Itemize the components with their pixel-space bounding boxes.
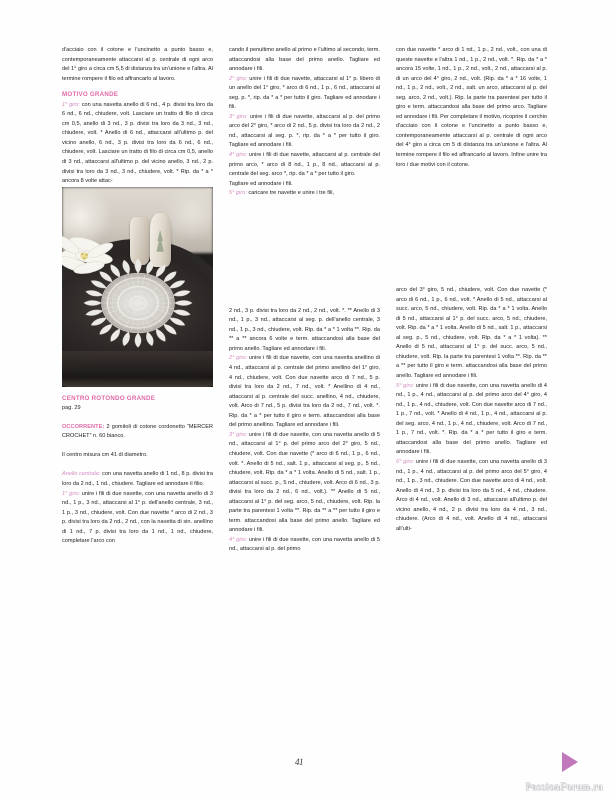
photo-caption-title: CENTRO ROTONDO GRANDE (62, 394, 156, 402)
crochet-doily (79, 253, 197, 353)
giro-text-4b: unire i fili di due navette, con una navetta anello di 5 nd., attaccarsi al p. del primo (229, 536, 380, 553)
giro-text-3b: unire i fili di due navette, con una navetta anello di 5 nd., attaccarsi al 1° p. del primo arco del 2° giro, 5 nd., chiudere, volt. Con due navette (* arco di 6 nd., 1 p., 6 nd., volt. *. Anello di 5 nd., salt. 1 p., attaccarsi al seg. p., 5 nd., chiudere, volt. Rip. da * a * 1 volta. Anello di 5 nd., salt. 1 p., attaccarsi al succ. p., 5 nd., chiudere, volt. Arco di 6 nd., 3 p. divisi tra loro da 2 nd., 6 nd., volt.). ** Anello di 5 nd., attaccarsi al 1° p. del seg. arco, 5 nd., chiudere, volt. Rip. la parte tra parentesi 1 volta **. Rip. da ** a ** per tutto il giro e term. attaccandosi alla base del primo anello. Tagliare ed annodare i fili. (229, 431, 380, 534)
middle-paragraph-1: cando il penultimo anello al primo e l'ultimo al secondo, term. attaccandosi alla base del primo anello. Tagliare ed annodare i fili. (229, 47, 380, 73)
middle-giro4-tail: Tagliare ed annodare i fili. (229, 180, 293, 187)
giro-label-2b: 2° giro: (229, 355, 248, 362)
giro-label-5: 5° giro: (229, 190, 247, 197)
giro-text-1b: unire i fili di due navette, con una navetta anello di 3 nd., 1 p., 3 nd., attaccarsi al 1° p. dell'anello centrale, 3 nd., 1 p., 3 nd., chiudere, volt. Con due navette * arco di 2 nd., 3 p. divisi tra loro da 2 nd., 2 nd., con la navetta di sin. anellino di 1 nd., 7 p. divisi tra loro da 1 nd., 1 nd., chiudere, completare l'arco con (62, 490, 213, 545)
giro-text-2: unire i fili di due navette, attaccarsi al 1° p. libero di un anello del 1° giro, * arco di 6 nd., 1 p., 6 nd., attaccarsi al seg. p. *, rip. da * a * per tutto il giro. Tagliare ed annodare i fili. (229, 75, 380, 111)
giro-text-6r: unire i fili di due navette, con una navetta anello di 3 nd., 1 p., 4 nd., attaccarsi al p. del primo arco del 5° giro, 4 nd., 1 p., 3 nd., chiudere. Con due navette arco di 4 nd., volt. Anello di 4 nd., 3 p. divisi tra loro da 5 nd., 4 nd., chiudere. Arco di 4 nd., volt. Anello di 3 nd., attaccarsi all'ultimo p. del vicino anello, 4 nd., 2 p. divisi tra loro da 4 nd., 3 nd., chiudere. (Arco di 4 nd., volt. Anello di 4 nd., attaccarsi all'ulti- (396, 458, 547, 532)
middle-giro4b-paragraph (229, 536, 380, 555)
page-number: 41 (295, 757, 303, 767)
giro-label-4: 4° giro: (229, 152, 248, 159)
middle-giro5-paragraph (229, 189, 380, 199)
anello-centrale-paragraph (62, 470, 213, 489)
giro-label-1b: 1° giro: (62, 490, 81, 497)
column-right (396, 46, 547, 736)
left-intro-paragraph: d'acciaio con il cotone e l'uncinetto a punto basso e, contemporaneamente attaccarsi al p. centrale di ogni arco del 1° giro a circa cm 5,5 di distanza tra un'unione e l'altra. Al termine rompere il filo ed affrancarlo al lavoro. (62, 47, 213, 82)
giro-text-1: con una navetta anello di 6 nd., 4 p. divisi tra loro da 6 nd., 6 nd., chiudere, volt. Lasciare un tratto di filo di circa cm 0,5, anello di 3 nd., 3 p. divisi tra loro da 3 nd., 3 nd., chiudere, volt. * Anello di 6 nd., attaccarsi all'ultimo p. del vicino anello, 6 nd., 3 p. divisi tra loro da 6 nd., 6 nd., chiudere, volt. Lasciare un tratto di filo di circa cm 0,5, anello di 3 nd., attaccarsi all'ultimo p. del vicino anello, 3 nd., 2 p. divisi tra loro da 3 nd., 3 nd., chiudere, volt. * Rip. da * a * ancora 8 volte attac- (62, 101, 214, 185)
right-paragraph-2: arco del 3° giro, 5 nd., chiudere, volt. Con due navette (* arco di 6 nd., 1 p., 6 nd., volt. * Anello di 5 nd., attaccarsi al succ. arco, 5 nd., chiudere, volt. Rip. da * a * 1 volta. Anello di 5 nd., attaccarsi al 1° p. del succ. arco, 5 nd., chiudere, volt. Rip. da * a * 1 volta. Anello di 5 nd., salt. 1 p., attaccarsi al seg. p., 5 nd., chiudere, volt. Rip. da * a * 1 volta). ** Anello di 5 nd., attaccarsi al 1° p. del succ. arco, 5 nd., chiudere, volt. Rip. la parte tra parentesi 1 volta **. Rip. da ** a ** per tutto il giro e term. attaccandosi alla base del primo anello. Tagliare ed annodare i fili. (396, 287, 547, 380)
left-giro1-paragraph (62, 101, 213, 187)
occorrente-text: 2 gomitoli di cotone cordonetto “MERCER CROCHET” n. 60 bianco. (62, 423, 213, 440)
giro-text-3: unire i fili di due navette, attaccarsi al p. del primo arco del 2° giro, * arco di 2 nd., 5 p. divisi tra loro da 2 nd., 2 nd., attaccarsi al seg. p. *, rip. da * a * per tutto il giro. Tagliare ed annodare i fili. (229, 113, 381, 149)
column-left (62, 46, 213, 736)
section-heading-motivo-grande: MOTIVO GRANDE (62, 90, 119, 98)
caption-spacer (62, 413, 213, 423)
middle-paragraph-2: 2 nd., 3 p. divisi tra loro da 2 nd., 2 nd., volt. *. ** Anello di 3 nd., 1 p., 3 nd., attaccarsi al seg. p. dell'anello centrale, 3 nd., 1 p., 3 nd., chiudere, volt. Rip. da * a * 1 volta **. Rip. da ** a ** ancora 6 volte e term. attaccandosi alla base del primo anello. Tagliare ed annodare i fili. (229, 307, 380, 352)
giro-text-5: caricare tre navette e unire i tre fili, (246, 190, 335, 197)
occorrente-spacer (62, 442, 213, 452)
pattern-photo (62, 187, 213, 387)
table-edge (62, 351, 213, 387)
giro-label-6r: 6° giro: (396, 458, 415, 465)
giro-label-5r: 5° giro: (396, 382, 415, 389)
middle-giro3-paragraph (229, 113, 380, 151)
site-watermark: PassionForum.ru (525, 782, 603, 793)
anello-centrale-label: Anello centrale: (62, 471, 101, 478)
misura-paragraph: Il centro misura cm 41 di diametro. (62, 452, 148, 459)
occorrente-paragraph (62, 423, 213, 442)
middle-giro2-paragraph (229, 75, 380, 113)
photo-canvas (62, 187, 213, 387)
giro-text-5r: unire i fili di due navette, con una navetta anello di 4 nd., 1 p., 4 nd., attaccarsi al p. del primo arco del 4° giro, 4 nd., 1 p., 4 nd., chiudere, volt. Con due navette arco di 7 nd., 1 p., 7 nd., volt. * Anello di 4 nd., 1 p., 4 nd., attaccarsi al p. del seg. arco, 4 nd., 1 p., 4 nd., chiudere, volt. Arco di 7 nd., 1 p., 7 nd., volt. *. Rip. da * a * per tutto il giro e term. attaccandosi alla base del primo anello. Tagliare ed annodare i fili. (396, 382, 547, 456)
middle-photo-gutter (229, 199, 380, 307)
anello-centrale-text: con una navetta anello di 1 nd., 8 p. divisi tra loro da 2 nd., 1 nd., chiudere. Tagliare ed annodare il filio. (62, 471, 213, 487)
three-column-layout (62, 46, 549, 736)
photo-caption-page: pag. 29 (62, 404, 81, 411)
middle-giro2b-paragraph (229, 354, 380, 430)
giro-label-3: 3° giro: (229, 113, 248, 120)
misura-spacer (62, 461, 213, 471)
giro-label-1: 1° giro: (62, 101, 80, 108)
giro-text-2b: unire i fili di due navette, con una navetta anellino di 4 nd., attaccarsi al p. centrale del primo anellino del 1° giro, 4 nd., chiudere, volt. Con due navette arco di 7 nd., 5 p. divisi tra loro da 2 nd., 7 nd., volt. * Anellino di 4 nd., attaccarsi al p. centrale del succ. anellino, 4 nd., chiudere, volt. Arco di 7 nd., 5 p. divisi tra loro da 2 nd., 7 nd., volt. *. Rip. da * a * per tutto il giro e term. attaccandosi alla base del primo anellino. Tagliare ed annodare i fili. (229, 355, 380, 429)
giro-text-4: unire i fili di due navette, attaccarsi al p. centrale del primo arco, * arco di 8 nd., 1 p., 8 nd., attaccarsi al p. centrale del seg. arco *, rip. da * a * per tutto il giro. (229, 152, 380, 178)
giro-label-2: 2° giro: (229, 75, 248, 82)
middle-giro4-paragraph (229, 151, 380, 180)
right-top-gutter (396, 170, 547, 286)
play-arrow-icon (562, 752, 578, 772)
right-giro6-paragraph (396, 458, 547, 534)
middle-giro3b-paragraph (229, 431, 380, 536)
giro-label-4b: 4° giro: (229, 536, 248, 543)
right-giro5-paragraph (396, 382, 547, 458)
right-paragraph-1: con due navette * arco di 1 nd., 1 p., 2 nd., volt., con una di queste navette e l'altra 1 nd., 1 p., 2 nd., volt. *. Rip. da * a * ancora 15 volte, 1 nd., 1 p., 2 nd., volt., 2 nd., attaccarsi al p. di un arco del 4° giro, 2 nd., volt. (Rip. da * a * 16 volte, 1 nd., 1 p., 2 nd., volt., 2 nd., salt. un arco, attaccarsi al p. del seg. arco, 2 nd., volt.). Rip. la parte tra parentesi per tutto il giro e term. attaccandosi alla base del primo arco. Tagliare ed annodare i fili. Per completare il motivo, ricoprire il cerchio d'acciaio con il cotone e l'uncinetto a punto basso e, contemporaneamente attaccarsi al p. centrale di ogni arco del 4° giro a circa cm 5 di distanza tra un'unione e l'altra. Al termine rompere il filo ed affrancarlo al lavoro. Infine unire tra loro i due motivi con il cotone. (396, 47, 547, 168)
occorrente-label: OCCORRENTE: (62, 423, 105, 430)
giro-label-3b: 3° giro: (229, 431, 248, 438)
column-middle (229, 46, 380, 736)
left-giro1b-paragraph (62, 490, 213, 547)
